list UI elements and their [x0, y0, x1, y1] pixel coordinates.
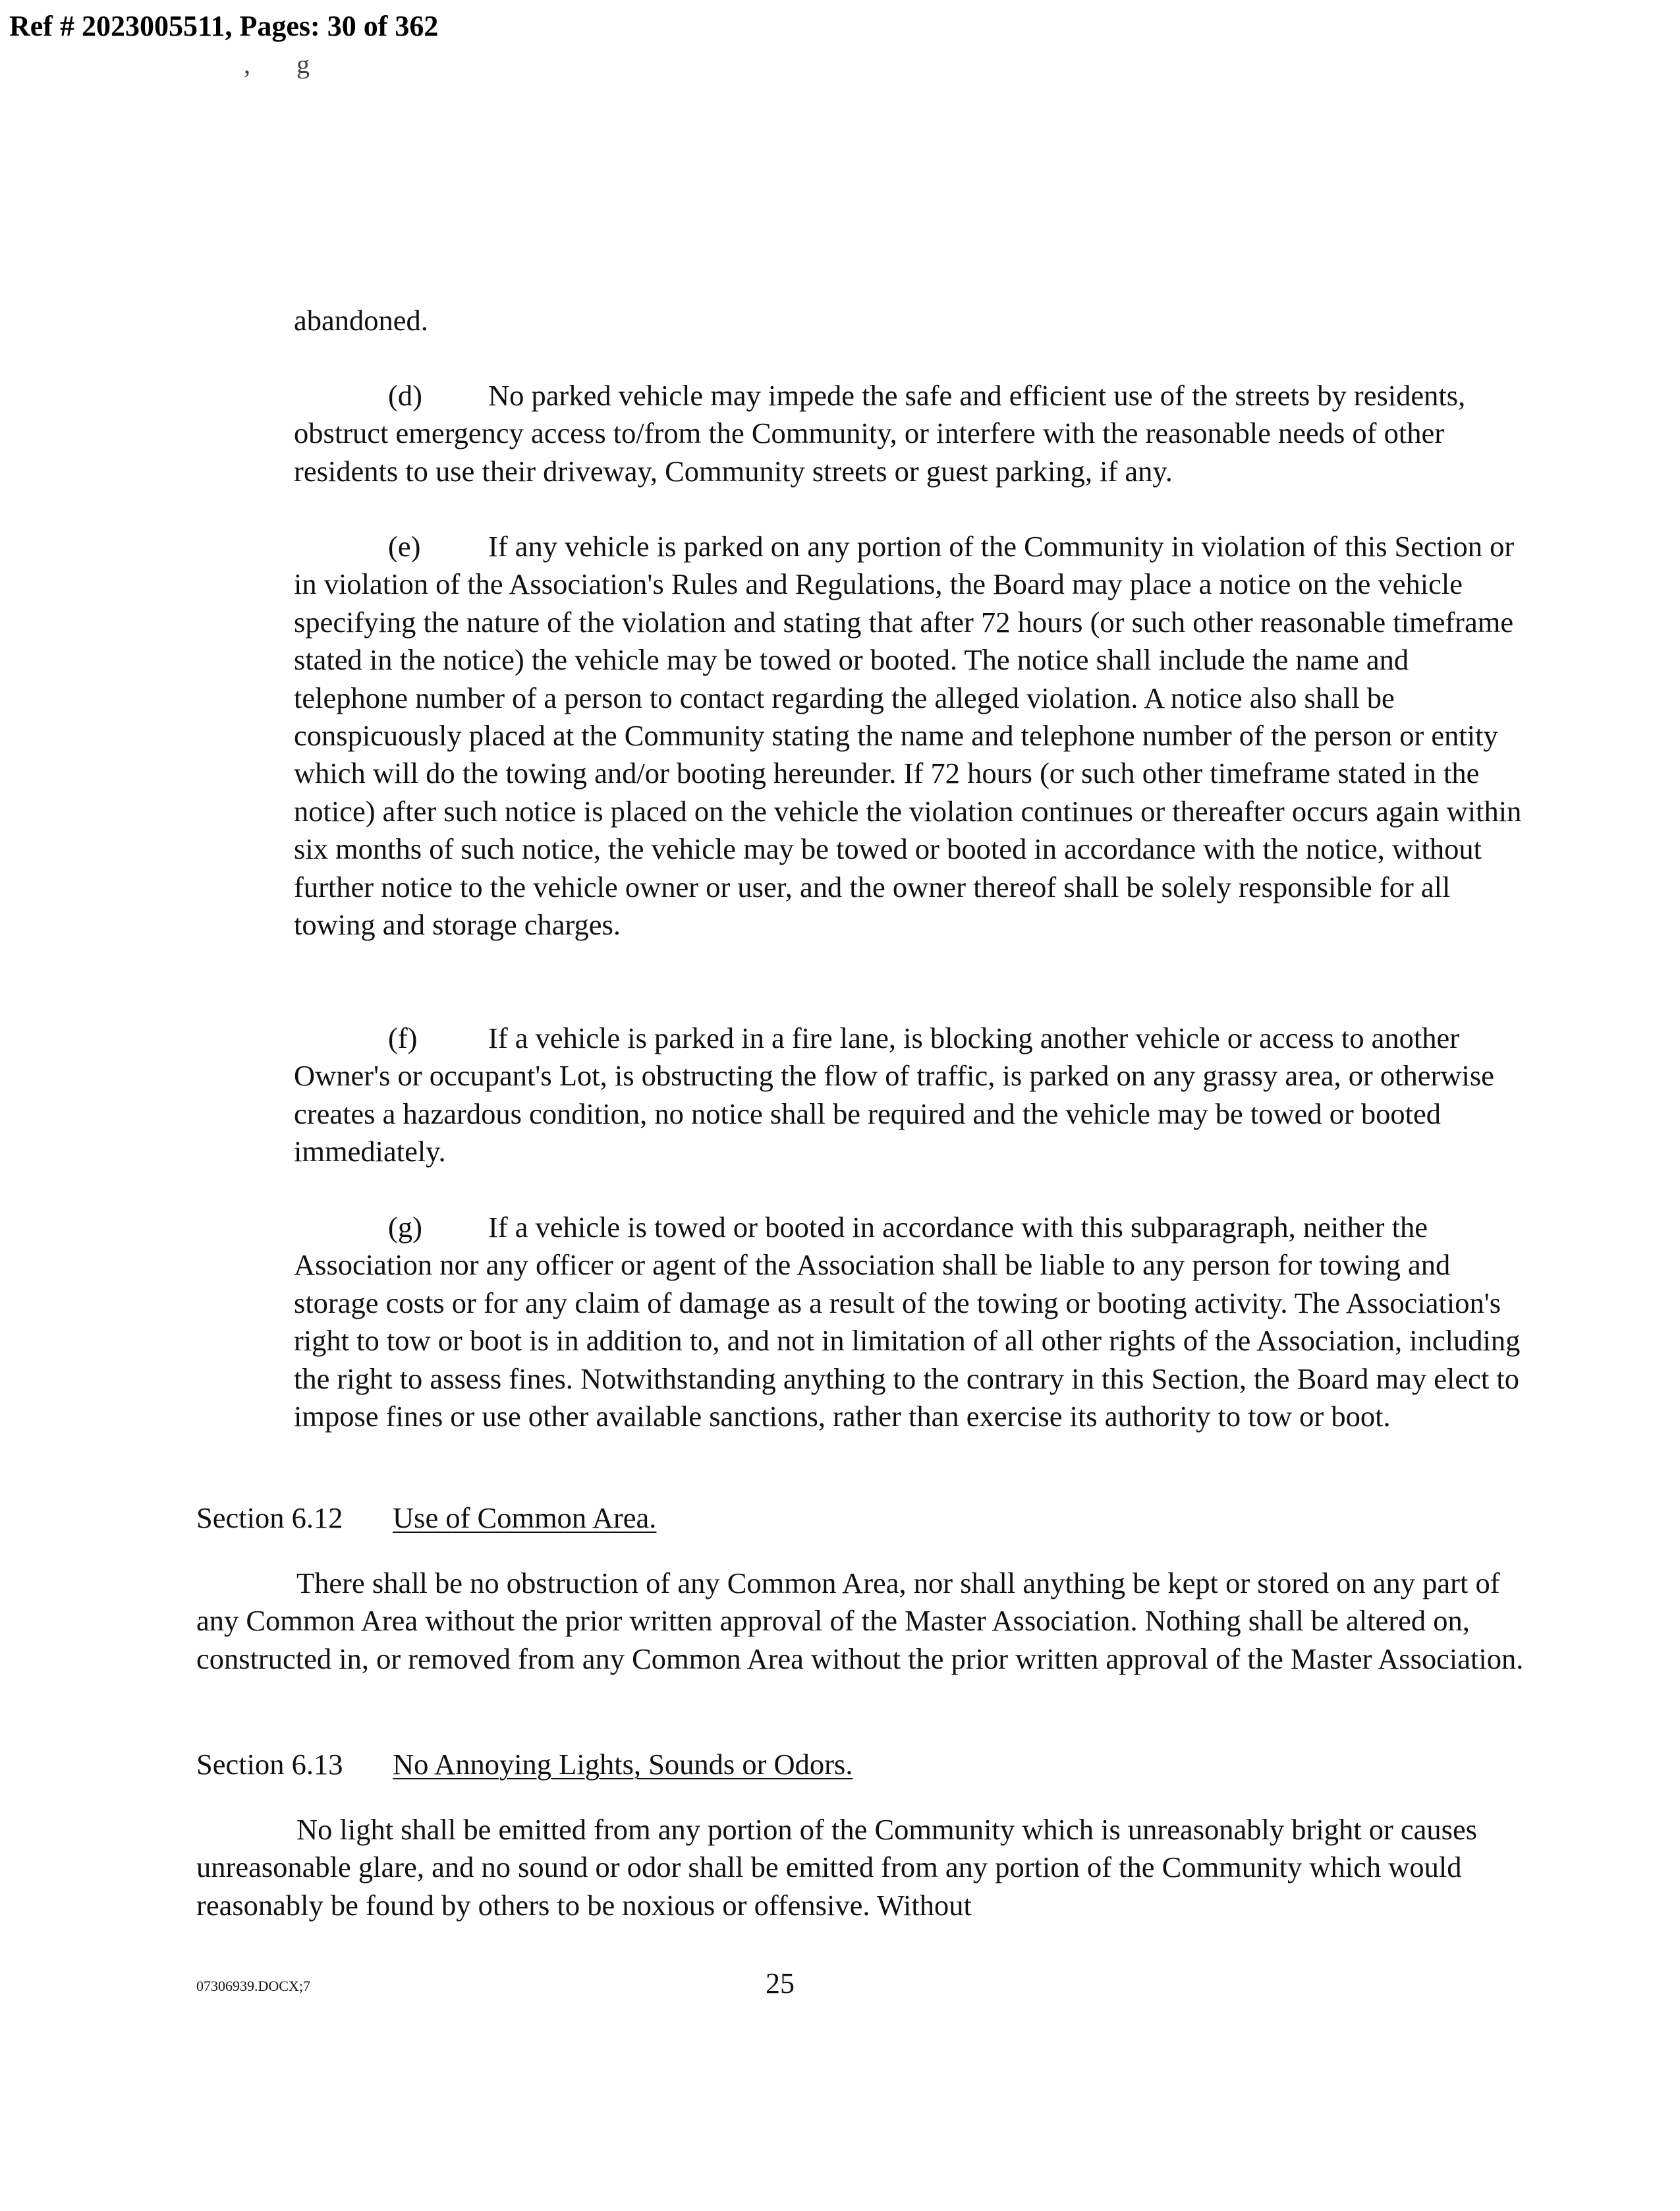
section-text: There shall be no obstruction of any Common Area, nor shall anything be kept or stored on any part of any Common Area without the prior written approval of the Master Association. Nothing shall be altered on, constructed in, or removed from any Common Area without the prior written approval of the Master Association.: [196, 1566, 1524, 1675]
reference-stamp: Ref # 2023005511, Pages: 30 of 362: [9, 10, 439, 42]
section-number: Section 6.13: [196, 1748, 343, 1781]
page-number: 25: [766, 1967, 795, 1999]
subparagraph-marker: (d): [388, 379, 422, 412]
section-body-6-12: [196, 1565, 1530, 1678]
section-number: Section 6.12: [196, 1501, 343, 1534]
subparagraph-f: [294, 1019, 1526, 1171]
subparagraph-marker: (e): [388, 530, 421, 563]
section-heading-6-13: [196, 1746, 853, 1783]
section-text: No light shall be emitted from any portion of the Community which is unreasonably bright or causes unreasonable glare, and no sound or odor shall be emitted from any portion of the Community which would reasonably be found by others to be noxious or offensive. Without: [196, 1813, 1478, 1922]
subparagraph-d: [294, 377, 1526, 490]
subparagraph-text: If a vehicle is towed or booted in accordance with this subparagraph, neither the Association nor any officer or agent of the Association shall be liable to any person for towing and storage costs or for any claim of damage as a result of the towing or booting activity. The Association's right to tow or boot is in addition to, and not in limitation of all other rights of the Association, including the right to assess fines. Notwithstanding anything to the contrary in this Section, the Board may elect to impose fines or use other available sanctions, rather than exercise its authority to tow or boot.: [294, 1211, 1521, 1433]
section-title: No Annoying Lights, Sounds or Odors.: [393, 1748, 853, 1781]
subparagraph-marker: (g): [388, 1211, 422, 1244]
section-title: Use of Common Area.: [393, 1501, 657, 1534]
subparagraph-e: [294, 528, 1526, 944]
section-heading-6-12: [196, 1499, 656, 1537]
subparagraph-text: If any vehicle is parked on any portion of the Community in violation of this Section or in violation of the Association's Rules and Regulations, the Board may place a notice on the vehicle specifying the nature of the violation and stating that after 72 hours (or such other reasonable timeframe stated in the notice) the vehicle may be towed or booted. The notice shall include the name and telephone number of a person to contact regarding the alleged violation. A notice also shall be conspicuously placed at the Community stating the name and telephone number of the person or entity which will do the towing and/or booting hereunder. If 72 hours (or such other timeframe stated in the notice) after such notice is placed on the vehicle the violation continues or thereafter occurs again within six months of such notice, the vehicle may be towed or booted in accordance with the notice, without further notice to the vehicle owner or user, and the owner thereof shall be solely responsible for all towing and storage charges.: [294, 530, 1522, 942]
subparagraph-text: No parked vehicle may impede the safe and efficient use of the streets by residents, obstruct emergency access to/from the Community, or interfere with the reasonable needs of other residents to use their driveway, Community streets or guest parking, if any.: [294, 379, 1466, 488]
continuation-text: abandoned.: [294, 304, 428, 337]
scan-artifact: , g: [244, 49, 329, 79]
subparagraph-g: [294, 1209, 1526, 1435]
section-body-6-13: [196, 1811, 1530, 1924]
subparagraph-text: If a vehicle is parked in a fire lane, is blocking another vehicle or access to another Owner's or occupant's Lot, is obstructing the flow of traffic, is parked on any grassy area, or otherwise creates a hazardous condition, no notice shall be required and the vehicle may be towed or booted immediately.: [294, 1021, 1494, 1168]
footer-document-code: 07306939.DOCX;7: [196, 1978, 310, 1994]
subparagraph-marker: (f): [388, 1021, 418, 1054]
